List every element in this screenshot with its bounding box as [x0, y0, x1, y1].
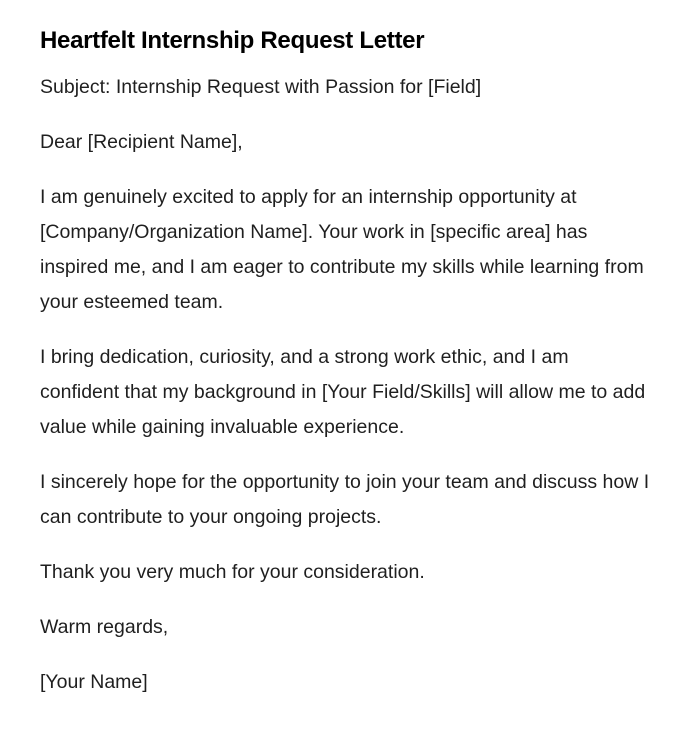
- letter-paragraph-1: I am genuinely excited to apply for an internship opportunity at [Company/Organization Name]. Your work in [specific area] has inspired me, and I am eager to contribute my skills while learning from your esteemed team.: [40, 186, 644, 313]
- letter-salutation: Dear [Recipient Name],: [40, 131, 243, 153]
- letter-paragraph-3: I sincerely hope for the opportunity to join your team and discuss how I can contribute to your ongoing projects.: [40, 471, 650, 528]
- letter-paragraph-2: I bring dedication, curiosity, and a strong work ethic, and I am confident that my background in [Your Field/Skills] will allow me to add value while gaining invaluable experience.: [40, 346, 646, 438]
- letter-thanks: Thank you very much for your consideration.: [40, 561, 425, 583]
- letter-subject: Subject: Internship Request with Passion for [Field]: [40, 76, 482, 98]
- letter-closing: Warm regards,: [40, 616, 169, 638]
- letter-signature: [Your Name]: [40, 671, 148, 693]
- letter-title: Heartfelt Internship Request Letter: [40, 27, 425, 54]
